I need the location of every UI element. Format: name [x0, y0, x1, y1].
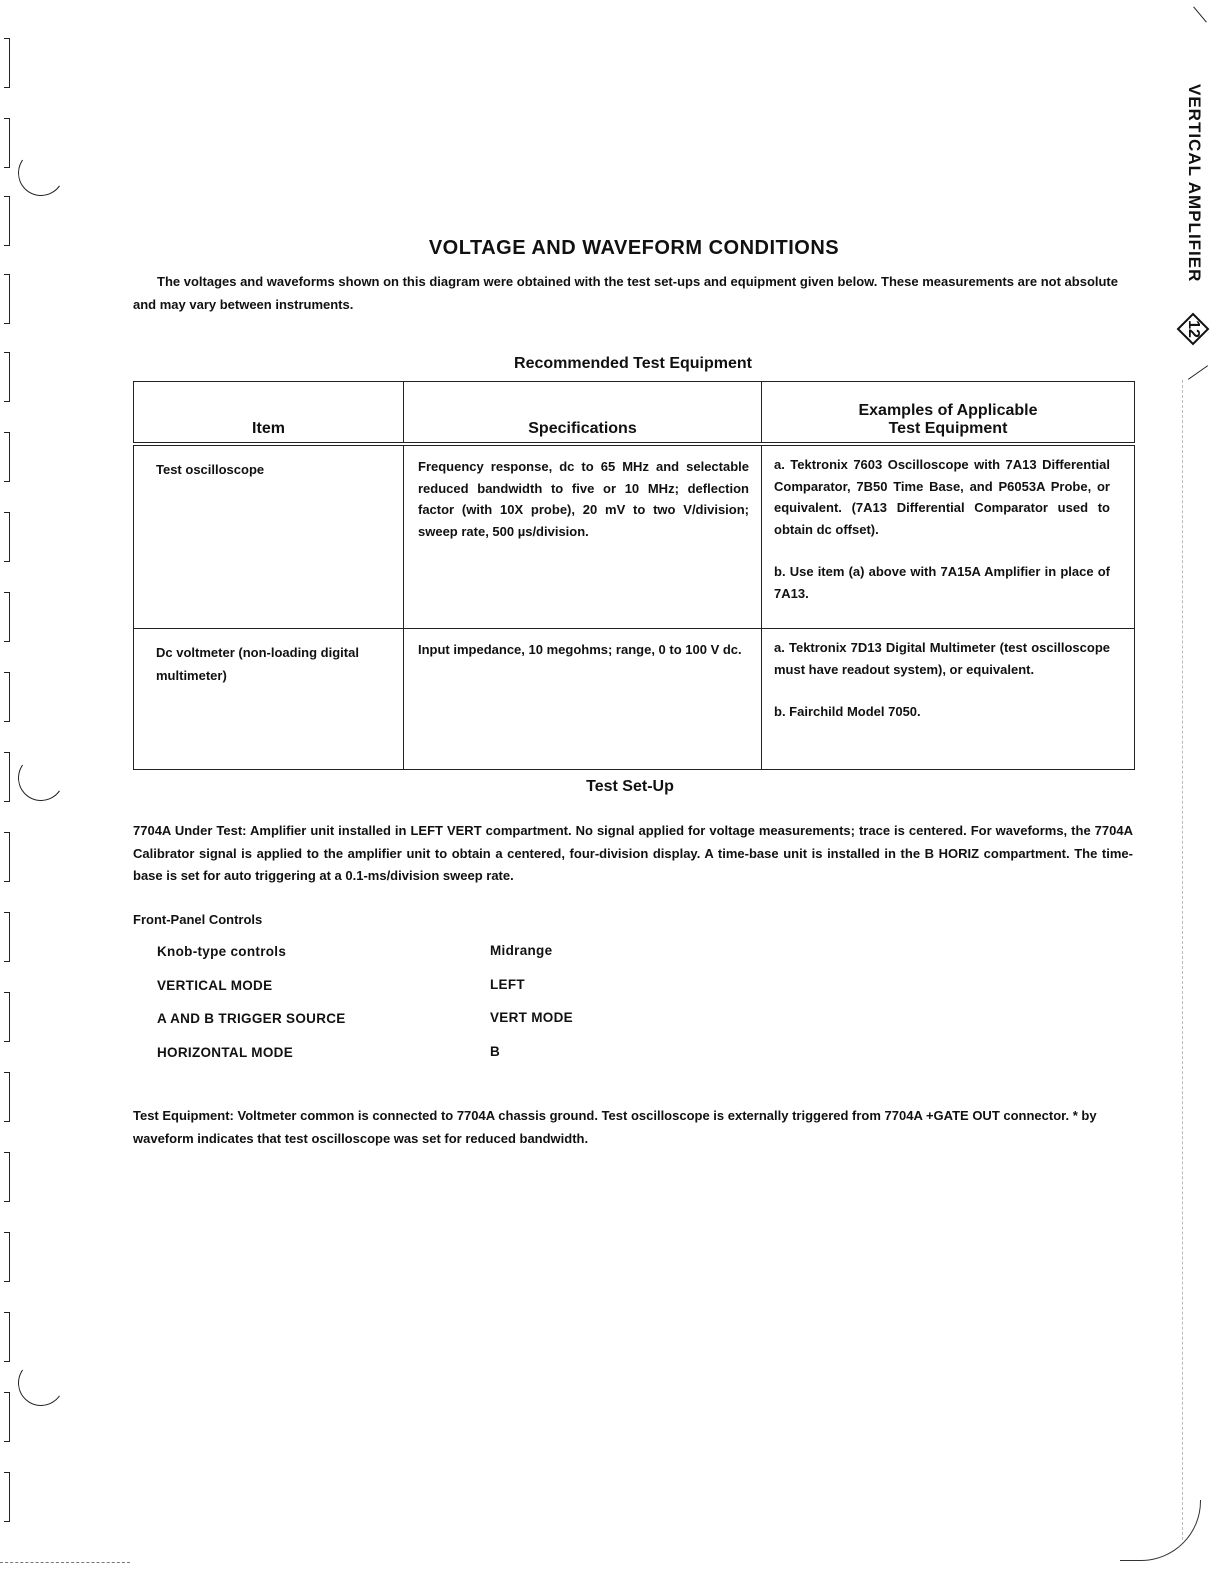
example-a: a. Tektronix 7603 Oscilloscope with 7A13 Differential Comparator, 7B50 Time Base, and P6053A Probe, or equivalent. (7A13 Differential Comparator used to obtain dc offset). — [774, 457, 1110, 537]
binder-mark — [4, 992, 10, 1042]
column-header-examples-line1: Examples of Applicable — [858, 402, 1038, 419]
right-rule — [1182, 380, 1183, 1540]
binder-mark — [4, 432, 10, 482]
binder-mark — [4, 672, 10, 722]
front-panel-heading: Front-Panel Controls — [133, 912, 263, 927]
binder-mark — [4, 832, 10, 882]
binder-mark — [4, 512, 10, 562]
control-name: VERTICAL MODE — [157, 977, 273, 993]
example-a: a. Tektronix 7D13 Digital Multimeter (test oscilloscope must have readout system), or equivalent. — [774, 640, 1110, 677]
control-value: LEFT — [490, 976, 525, 992]
bottom-rule — [0, 1562, 130, 1563]
setup-title: Test Set-Up — [586, 778, 674, 795]
binder-mark — [4, 1392, 10, 1442]
binder-mark — [4, 1232, 10, 1282]
column-header-examples — [762, 382, 1135, 445]
cell-item: Dc voltmeter (non-loading digital multimeter) — [134, 629, 404, 770]
binder-hole — [14, 146, 67, 199]
binder-mark — [4, 1072, 10, 1122]
front-panel-controls — [157, 940, 757, 1074]
binder-hole — [14, 1356, 67, 1409]
table-header-row — [134, 382, 1135, 445]
page-corner-curve — [1120, 1500, 1201, 1561]
control-row — [157, 974, 757, 1008]
binder-mark — [4, 1312, 10, 1362]
binder-mark — [4, 912, 10, 962]
control-row — [157, 1007, 757, 1041]
binder-mark — [4, 592, 10, 642]
cell-item: Test oscilloscope — [134, 444, 404, 629]
control-row — [157, 1041, 757, 1075]
column-header-specifications: Specifications — [404, 382, 762, 445]
cell-specifications: Frequency response, dc to 65 MHz and selectable reduced bandwidth to five or 10 MHz; deflection factor (with 10X probe), 20 mV to two V/division; sweep rate, 500 µs/division. — [404, 444, 762, 629]
side-tab-label: VERTICAL AMPLIFIER — [1185, 84, 1204, 283]
cell-examples — [762, 629, 1135, 770]
column-header-item: Item — [134, 382, 404, 445]
control-value: B — [490, 1043, 501, 1059]
example-b: b. Use item (a) above with 7A15A Amplifier in place of 7A13. — [774, 564, 1110, 601]
control-row — [157, 940, 757, 974]
setup-paragraph: 7704A Under Test: Amplifier unit installed in LEFT VERT compartment. No signal applied for voltage measurements; trace is centered. For waveforms, the 7704A Calibrator signal is applied to the amplifier unit to obtain a centered, four-division display. A time-base unit is installed in the B HORIZ compartment. The time-base is set for auto triggering at a 0.1-ms/division sweep rate. — [133, 823, 1133, 883]
control-name: Knob-type controls — [157, 944, 287, 959]
table-row — [134, 444, 1135, 629]
column-header-examples-line2: Test Equipment — [888, 420, 1008, 437]
control-name: A AND B TRIGGER SOURCE — [157, 1011, 346, 1026]
test-equipment-table — [133, 381, 1135, 770]
test-equipment-note: Test Equipment: Voltmeter common is connected to 7704A chassis ground. Test oscilloscope is externally triggered from 7704A +GATE OUT connector. * by waveform indicates that test oscilloscope was set for reduced bandwidth. — [133, 1108, 1097, 1146]
page-title: VOLTAGE AND WAVEFORM CONDITIONS — [428, 237, 840, 260]
binder-mark — [4, 274, 10, 324]
binder-mark — [4, 1152, 10, 1202]
binder-mark — [4, 1472, 10, 1522]
intro-paragraph: The voltages and waveforms shown on this diagram were obtained with the test set-ups and equipment given below. These measurements are not absolute and may vary between instruments. — [133, 274, 1118, 312]
diagram-number: 12 — [1185, 320, 1202, 338]
diagram-number-icon — [1176, 312, 1210, 346]
cell-examples — [762, 444, 1135, 629]
binder-mark — [4, 118, 10, 168]
control-name: HORIZONTAL MODE — [157, 1044, 293, 1060]
control-value: Midrange — [490, 943, 553, 958]
cell-specifications: Input impedance, 10 megohms; range, 0 to 100 V dc. — [404, 629, 762, 770]
side-tab — [1176, 84, 1212, 364]
control-value: VERT MODE — [490, 1010, 573, 1025]
edge-tick — [1193, 7, 1207, 23]
example-b: b. Fairchild Model 7050. — [774, 704, 921, 719]
table-title: Recommended Test Equipment — [514, 355, 752, 372]
table-row — [134, 629, 1135, 770]
binder-mark — [4, 38, 10, 88]
